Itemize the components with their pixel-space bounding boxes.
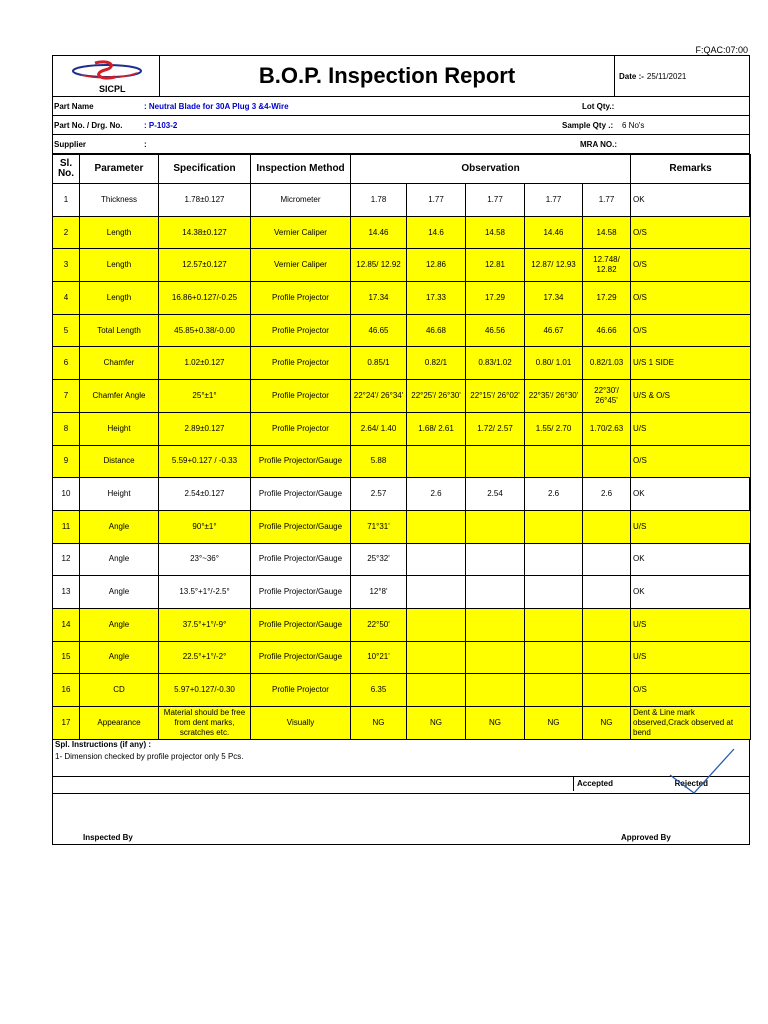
cell-observation-4: 2.6 bbox=[525, 478, 583, 511]
decision-row bbox=[53, 776, 749, 794]
inspected-by-label: Inspected By bbox=[83, 832, 133, 842]
accepted-label: Accepted bbox=[577, 778, 614, 788]
cell-method: Micrometer bbox=[251, 184, 351, 217]
cell-method: Profile Projector bbox=[251, 347, 351, 380]
cell-slno: 6 bbox=[53, 347, 80, 380]
cell-observation-2: 12.86 bbox=[407, 249, 466, 282]
cell-remarks: U/S bbox=[631, 608, 751, 641]
cell-slno: 14 bbox=[53, 608, 80, 641]
cell-observation-2: 1.68/ 2.61 bbox=[407, 412, 466, 445]
cell-observation-2: 0.82/1 bbox=[407, 347, 466, 380]
rejected-label: Rejected bbox=[674, 778, 708, 788]
cell-observation-2: 17.33 bbox=[407, 282, 466, 315]
cell-parameter: Thickness bbox=[80, 184, 159, 217]
part-no-row bbox=[53, 116, 749, 135]
cell-observation-1: 22°50' bbox=[351, 608, 407, 641]
cell-slno: 16 bbox=[53, 674, 80, 707]
cell-observation-4: 17.34 bbox=[525, 282, 583, 315]
cell-observation-1: 25°32' bbox=[351, 543, 407, 576]
cell-observation-1: NG bbox=[351, 707, 407, 740]
cell-remarks: U/S & O/S bbox=[631, 380, 751, 413]
cell-observation-1: 1.78 bbox=[351, 184, 407, 217]
cell-observation-2 bbox=[407, 543, 466, 576]
cell-observation-1: 12°8' bbox=[351, 576, 407, 609]
cell-observation-1: 0.85/1 bbox=[351, 347, 407, 380]
cell-observation-2 bbox=[407, 641, 466, 674]
cell-remarks: OK bbox=[631, 478, 751, 511]
table-row bbox=[53, 608, 751, 641]
cell-observation-5 bbox=[583, 608, 631, 641]
col-method: Inspection Method bbox=[251, 155, 351, 184]
table-row bbox=[53, 478, 751, 511]
cell-slno: 10 bbox=[53, 478, 80, 511]
cell-parameter: Angle bbox=[80, 510, 159, 543]
cell-observation-3 bbox=[466, 641, 525, 674]
table-row bbox=[53, 412, 751, 445]
cell-observation-5: 14.58 bbox=[583, 216, 631, 249]
cell-observation-3 bbox=[466, 576, 525, 609]
cell-slno: 13 bbox=[53, 576, 80, 609]
cell-parameter: Chamfer Angle bbox=[80, 380, 159, 413]
part-name-value: : Neutral Blade for 30A Plug 3 &4-Wire bbox=[144, 101, 289, 111]
approved-by-label: Approved By bbox=[621, 832, 671, 842]
col-specification: Specification bbox=[159, 155, 251, 184]
cell-specification: 25°±1° bbox=[159, 380, 251, 413]
cell-observation-3 bbox=[466, 608, 525, 641]
table-row bbox=[53, 674, 751, 707]
cell-method: Profile Projector/Gauge bbox=[251, 576, 351, 609]
brand-name: SICPL bbox=[99, 84, 126, 94]
cell-observation-5 bbox=[583, 576, 631, 609]
cell-specification: 13.5°+1°/-2.5° bbox=[159, 576, 251, 609]
cell-method: Visually bbox=[251, 707, 351, 740]
cell-observation-2: 22°25'/ 26°30' bbox=[407, 380, 466, 413]
supplier-row bbox=[53, 135, 749, 154]
cell-specification: 1.78±0.127 bbox=[159, 184, 251, 217]
table-row bbox=[53, 216, 751, 249]
cell-observation-5: 22°30'/ 26°45' bbox=[583, 380, 631, 413]
col-slno: Sl. No. bbox=[53, 155, 80, 184]
cell-specification: 5.59+0.127 / -0.33 bbox=[159, 445, 251, 478]
cell-slno: 4 bbox=[53, 282, 80, 315]
cell-remarks: O/S bbox=[631, 282, 751, 315]
sample-qty-value: 6 No's bbox=[622, 120, 645, 130]
company-logo bbox=[53, 56, 160, 96]
cell-remarks: OK bbox=[631, 543, 751, 576]
cell-observation-4: 1.55/ 2.70 bbox=[525, 412, 583, 445]
cell-slno: 3 bbox=[53, 249, 80, 282]
col-remarks: Remarks bbox=[631, 155, 751, 184]
cell-specification: 2.89±0.127 bbox=[159, 412, 251, 445]
cell-observation-3 bbox=[466, 543, 525, 576]
cell-method: Profile Projector/Gauge bbox=[251, 445, 351, 478]
cell-observation-5 bbox=[583, 445, 631, 478]
table-row bbox=[53, 314, 751, 347]
spl-instructions-note: 1- Dimension checked by profile projector only 5 Pcs. bbox=[55, 751, 244, 761]
col-observation: Observation bbox=[351, 155, 631, 184]
sample-qty-label: Sample Qty .: bbox=[562, 120, 614, 130]
cell-parameter: Chamfer bbox=[80, 347, 159, 380]
cell-remarks: U/S bbox=[631, 412, 751, 445]
cell-remarks: O/S bbox=[631, 314, 751, 347]
cell-observation-2 bbox=[407, 510, 466, 543]
cell-method: Profile Projector/Gauge bbox=[251, 510, 351, 543]
cell-observation-2: 14.6 bbox=[407, 216, 466, 249]
cell-slno: 17 bbox=[53, 707, 80, 740]
cell-specification: 22.5°+1°/-2° bbox=[159, 641, 251, 674]
cell-observation-4 bbox=[525, 608, 583, 641]
cell-observation-1: 71°31' bbox=[351, 510, 407, 543]
rejected-check-mark-icon bbox=[668, 747, 738, 797]
cell-method: Profile Projector bbox=[251, 412, 351, 445]
col-parameter: Parameter bbox=[80, 155, 159, 184]
cell-slno: 8 bbox=[53, 412, 80, 445]
cell-observation-5: NG bbox=[583, 707, 631, 740]
cell-observation-4 bbox=[525, 510, 583, 543]
cell-observation-2: 2.6 bbox=[407, 478, 466, 511]
cell-method: Profile Projector bbox=[251, 674, 351, 707]
cell-observation-3: 22°15'/ 26°02' bbox=[466, 380, 525, 413]
cell-observation-3: 12.81 bbox=[466, 249, 525, 282]
cell-observation-1: 2.57 bbox=[351, 478, 407, 511]
cell-observation-2: NG bbox=[407, 707, 466, 740]
cell-observation-4 bbox=[525, 543, 583, 576]
cell-method: Vernier Caliper bbox=[251, 249, 351, 282]
cell-observation-3: 17.29 bbox=[466, 282, 525, 315]
cell-observation-1: 17.34 bbox=[351, 282, 407, 315]
cell-observation-4: NG bbox=[525, 707, 583, 740]
cell-specification: 5.97+0.127/-0.30 bbox=[159, 674, 251, 707]
cell-observation-1: 10°21' bbox=[351, 641, 407, 674]
cell-observation-4 bbox=[525, 641, 583, 674]
cell-observation-1: 2.64/ 1.40 bbox=[351, 412, 407, 445]
cell-slno: 7 bbox=[53, 380, 80, 413]
cell-parameter: Total Length bbox=[80, 314, 159, 347]
cell-method: Profile Projector/Gauge bbox=[251, 608, 351, 641]
cell-method: Vernier Caliper bbox=[251, 216, 351, 249]
cell-slno: 5 bbox=[53, 314, 80, 347]
cell-observation-2 bbox=[407, 445, 466, 478]
cell-specification: 1.02±0.127 bbox=[159, 347, 251, 380]
cell-specification: 37.5°+1°/-9° bbox=[159, 608, 251, 641]
cell-observation-3: 14.58 bbox=[466, 216, 525, 249]
cell-observation-2 bbox=[407, 674, 466, 707]
cell-observation-4 bbox=[525, 674, 583, 707]
cell-slno: 15 bbox=[53, 641, 80, 674]
table-row bbox=[53, 445, 751, 478]
cell-observation-3 bbox=[466, 510, 525, 543]
cell-observation-5: 17.29 bbox=[583, 282, 631, 315]
table-row bbox=[53, 249, 751, 282]
cell-observation-5 bbox=[583, 543, 631, 576]
cell-observation-4: 1.77 bbox=[525, 184, 583, 217]
cell-observation-3: 1.72/ 2.57 bbox=[466, 412, 525, 445]
cell-remarks: O/S bbox=[631, 216, 751, 249]
part-no-label: Part No. / Drg. No. bbox=[54, 120, 123, 130]
cell-specification: 16.86+0.127/-0.25 bbox=[159, 282, 251, 315]
mra-label: MRA NO.: bbox=[580, 139, 618, 149]
cell-specification: 2.54±0.127 bbox=[159, 478, 251, 511]
cell-remarks: U/S 1 SIDE bbox=[631, 347, 751, 380]
cell-parameter: CD bbox=[80, 674, 159, 707]
part-name-label: Part Name bbox=[54, 101, 94, 111]
cell-observation-4 bbox=[525, 445, 583, 478]
cell-parameter: Height bbox=[80, 478, 159, 511]
cell-remarks: U/S bbox=[631, 641, 751, 674]
cell-slno: 11 bbox=[53, 510, 80, 543]
table-row bbox=[53, 576, 751, 609]
cell-slno: 2 bbox=[53, 216, 80, 249]
cell-observation-2 bbox=[407, 608, 466, 641]
report-header bbox=[53, 56, 749, 97]
cell-remarks: O/S bbox=[631, 249, 751, 282]
cell-specification: 90°±1° bbox=[159, 510, 251, 543]
cell-specification: 12.57±0.127 bbox=[159, 249, 251, 282]
cell-observation-2: 1.77 bbox=[407, 184, 466, 217]
cell-specification: 23°~36° bbox=[159, 543, 251, 576]
cell-observation-1: 6.35 bbox=[351, 674, 407, 707]
supplier-label: Supplier bbox=[54, 139, 87, 149]
cell-method: Profile Projector/Gauge bbox=[251, 478, 351, 511]
cell-remarks: Dent & Line mark observed,Crack observed at bend bbox=[631, 707, 751, 740]
cell-parameter: Angle bbox=[80, 576, 159, 609]
cell-observation-5: 1.77 bbox=[583, 184, 631, 217]
table-row bbox=[53, 707, 751, 740]
signature-area bbox=[53, 794, 749, 844]
cell-observation-1: 22°24'/ 26°34' bbox=[351, 380, 407, 413]
cell-observation-4: 12.87/ 12.93 bbox=[525, 249, 583, 282]
page-title: B.O.P. Inspection Report bbox=[160, 56, 615, 96]
cell-observation-5 bbox=[583, 674, 631, 707]
document-code: F:QAC:07:00 bbox=[695, 45, 748, 55]
cell-specification: 45.85+0.38/-0.00 bbox=[159, 314, 251, 347]
cell-observation-3: 2.54 bbox=[466, 478, 525, 511]
cell-observation-4: 0.80/ 1.01 bbox=[525, 347, 583, 380]
table-row bbox=[53, 510, 751, 543]
cell-observation-2 bbox=[407, 576, 466, 609]
cell-method: Profile Projector/Gauge bbox=[251, 543, 351, 576]
date-value: 25/11/2021 bbox=[646, 71, 687, 81]
inspection-report-sheet bbox=[52, 55, 750, 845]
cell-observation-4 bbox=[525, 576, 583, 609]
cell-remarks: OK bbox=[631, 184, 751, 217]
cell-remarks: O/S bbox=[631, 445, 751, 478]
cell-method: Profile Projector bbox=[251, 314, 351, 347]
cell-parameter: Angle bbox=[80, 641, 159, 674]
spl-instructions-label: Spl. Instructions (if any) : bbox=[55, 739, 152, 749]
cell-parameter: Angle bbox=[80, 543, 159, 576]
cell-parameter: Angle bbox=[80, 608, 159, 641]
cell-observation-1: 14.46 bbox=[351, 216, 407, 249]
cell-slno: 9 bbox=[53, 445, 80, 478]
cell-observation-1: 5.88 bbox=[351, 445, 407, 478]
cell-observation-5 bbox=[583, 510, 631, 543]
cell-slno: 12 bbox=[53, 543, 80, 576]
cell-observation-4: 46.67 bbox=[525, 314, 583, 347]
lot-qty-label: Lot Qty.: bbox=[582, 101, 615, 111]
cell-observation-5: 1.70/2.63 bbox=[583, 412, 631, 445]
cell-observation-5: 46.66 bbox=[583, 314, 631, 347]
cell-observation-5: 2.6 bbox=[583, 478, 631, 511]
report-footer bbox=[53, 740, 749, 844]
cell-parameter: Length bbox=[80, 216, 159, 249]
cell-observation-2: 46.68 bbox=[407, 314, 466, 347]
cell-observation-5: 12.748/ 12.82 bbox=[583, 249, 631, 282]
cell-parameter: Length bbox=[80, 282, 159, 315]
cell-slno: 1 bbox=[53, 184, 80, 217]
cell-observation-3 bbox=[466, 445, 525, 478]
table-row bbox=[53, 184, 751, 217]
cell-remarks: OK bbox=[631, 576, 751, 609]
sicpl-logo-icon bbox=[67, 59, 147, 85]
table-row bbox=[53, 347, 751, 380]
table-row bbox=[53, 543, 751, 576]
cell-parameter: Height bbox=[80, 412, 159, 445]
cell-remarks: U/S bbox=[631, 510, 751, 543]
cell-parameter: Distance bbox=[80, 445, 159, 478]
cell-observation-1: 46.65 bbox=[351, 314, 407, 347]
part-no-value: : P-103-2 bbox=[144, 120, 178, 130]
supplier-colon: : bbox=[144, 139, 147, 149]
cell-method: Profile Projector bbox=[251, 282, 351, 315]
cell-observation-3: 46.56 bbox=[466, 314, 525, 347]
report-date bbox=[615, 56, 749, 96]
table-row bbox=[53, 380, 751, 413]
date-label: Date :- bbox=[619, 71, 644, 81]
table-row bbox=[53, 641, 751, 674]
cell-observation-3: 1.77 bbox=[466, 184, 525, 217]
table-row bbox=[53, 282, 751, 315]
cell-observation-5 bbox=[583, 641, 631, 674]
cell-observation-5: 0.82/1.03 bbox=[583, 347, 631, 380]
cell-parameter: Length bbox=[80, 249, 159, 282]
cell-observation-1: 12.85/ 12.92 bbox=[351, 249, 407, 282]
cell-observation-3: 0.83/1.02 bbox=[466, 347, 525, 380]
cell-specification: Material should be free from dent marks, scratches etc. bbox=[159, 707, 251, 740]
cell-specification: 14.38±0.127 bbox=[159, 216, 251, 249]
cell-method: Profile Projector bbox=[251, 380, 351, 413]
observation-table bbox=[52, 154, 751, 740]
cell-observation-4: 14.46 bbox=[525, 216, 583, 249]
cell-observation-3: NG bbox=[466, 707, 525, 740]
table-header-row bbox=[53, 155, 751, 184]
cell-parameter: Appearance bbox=[80, 707, 159, 740]
cell-observation-3 bbox=[466, 674, 525, 707]
part-name-row bbox=[53, 97, 749, 116]
cell-method: Profile Projector/Gauge bbox=[251, 641, 351, 674]
cell-observation-4: 22°35'/ 26°30' bbox=[525, 380, 583, 413]
cell-remarks: O/S bbox=[631, 674, 751, 707]
